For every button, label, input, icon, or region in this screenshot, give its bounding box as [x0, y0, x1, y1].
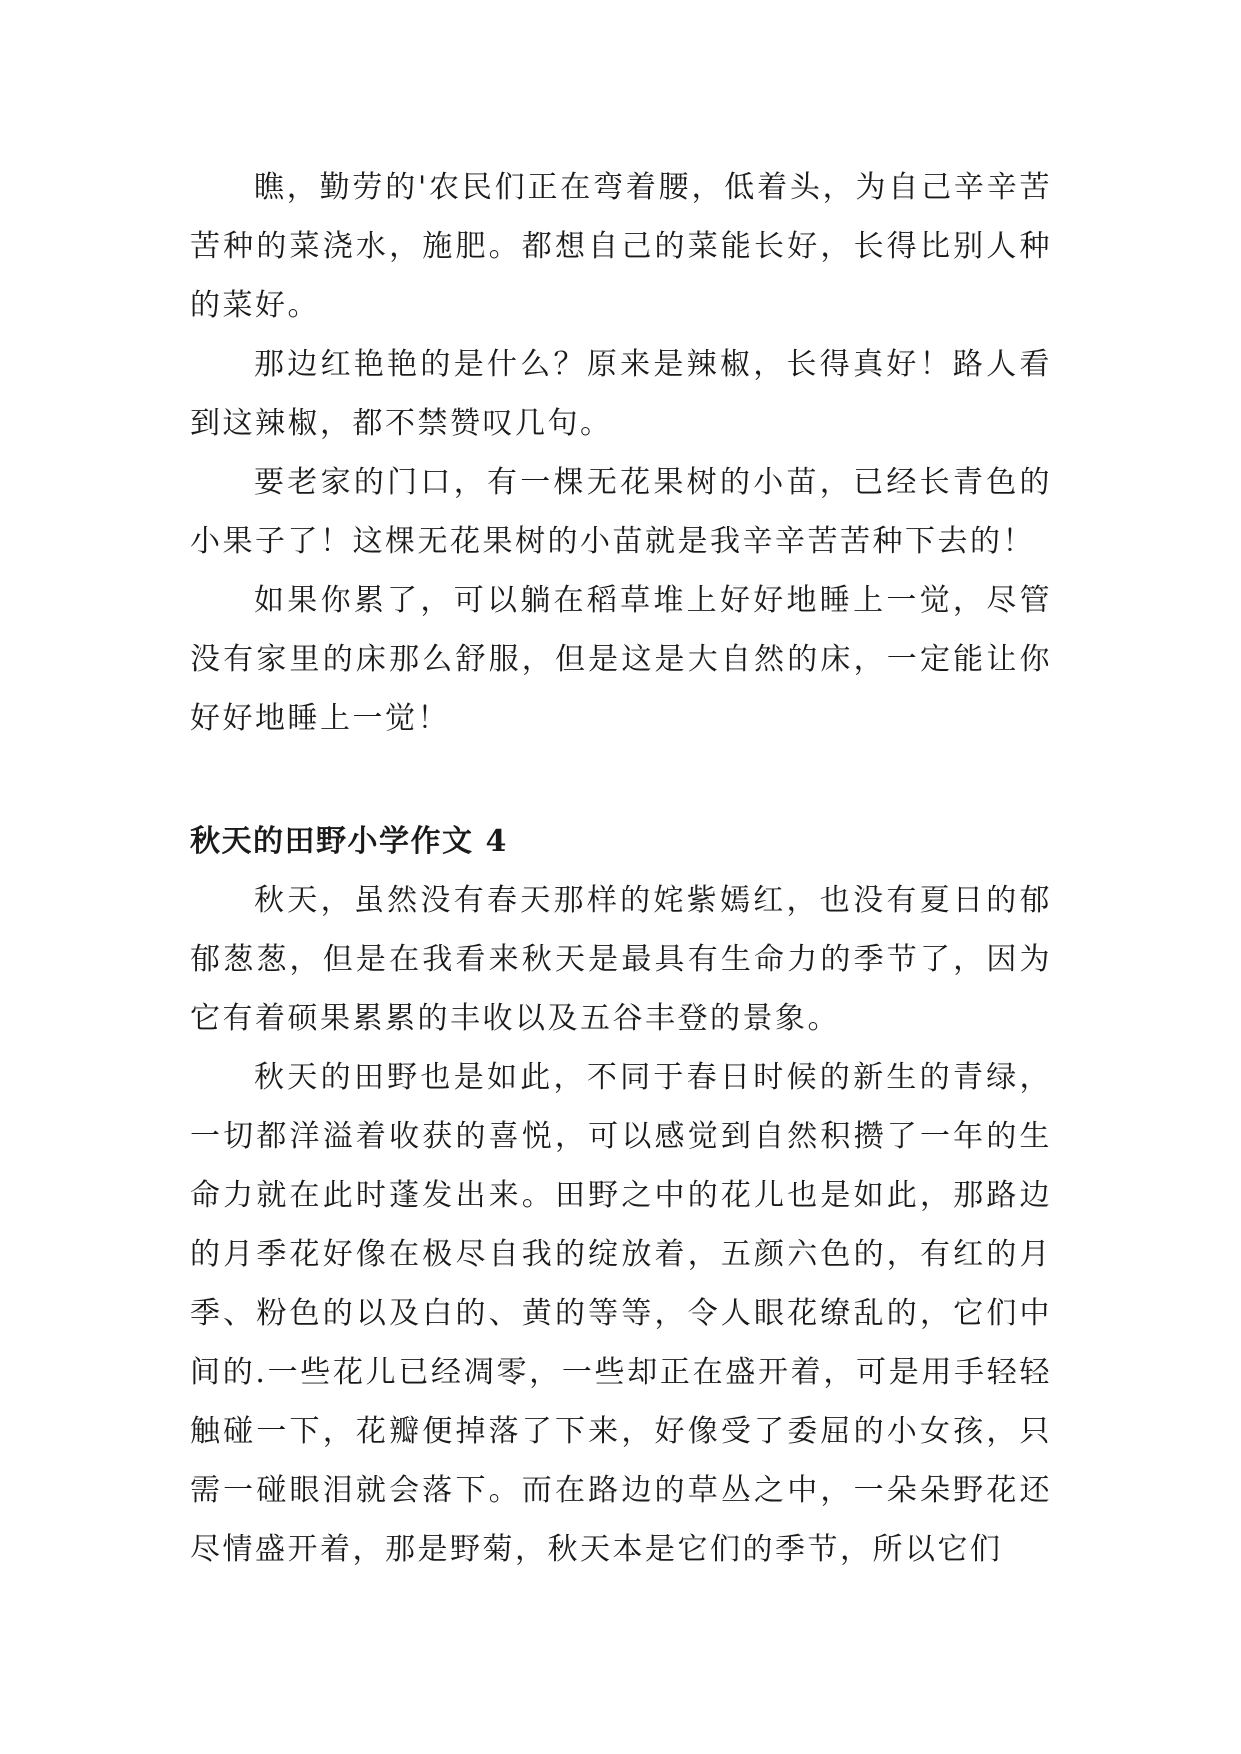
paragraph-chili: 那边红艳艳的是什么？原来是辣椒，长得真好！路人看到这辣椒，都不禁赞叹几句。 [190, 347, 1052, 441]
paragraph-haystack: 如果你累了，可以躺在稻草堆上好好地睡上一觉，尽管没有家里的床那么舒服，但是这是大自然的床，一定能让你好好地睡上一觉！ [190, 583, 1052, 736]
paragraph-farmers: 瞧，勤劳的'农民们正在弯着腰，低着头，为自己辛辛苦苦种的菜浇水，施肥。都想自己的菜能长好，长得比别人种的菜好。 [190, 170, 1052, 323]
section-title: 秋天的田野小学作文 4 [190, 824, 508, 859]
paragraph-autumn-intro: 秋天，虽然没有春天那样的姹紫嫣红，也没有夏日的郁郁葱葱，但是在我看来秋天是最具有生命力的季节了，因为它有着硕果累累的丰收以及五谷丰登的景象。 [190, 883, 1052, 1036]
paragraph-fig-tree: 要老家的门口，有一棵无花果树的小苗，已经长青色的小果子了！这棵无花果树的小苗就是我辛辛苦苦种下去的！ [190, 465, 1052, 559]
document-page [190, 158, 1052, 1579]
paragraph-autumn-fields: 秋天的田野也是如此，不同于春日时候的新生的青绿，一切都洋溢着收获的喜悦，可以感觉到自然积攒了一年的生命力就在此时蓬发出来。田野之中的花儿也是如此，那路边的月季花好像在极尽自我的绽放着，五颜六色的，有红的月季、粉色的以及白的、黄的等等，令人眼花缭乱的，它们中间的.一些花儿已经凋零，一些却正在盛开着，可是用手轻轻触碰一下，花瓣便掉落了下来，好像受了委屈的小女孩，只需一碰眼泪就会落下。而在路边的草丛之中，一朵朵野花还尽情盛开着，那是野菊，秋天本是它们的季节，所以它们 [190, 1060, 1052, 1567]
